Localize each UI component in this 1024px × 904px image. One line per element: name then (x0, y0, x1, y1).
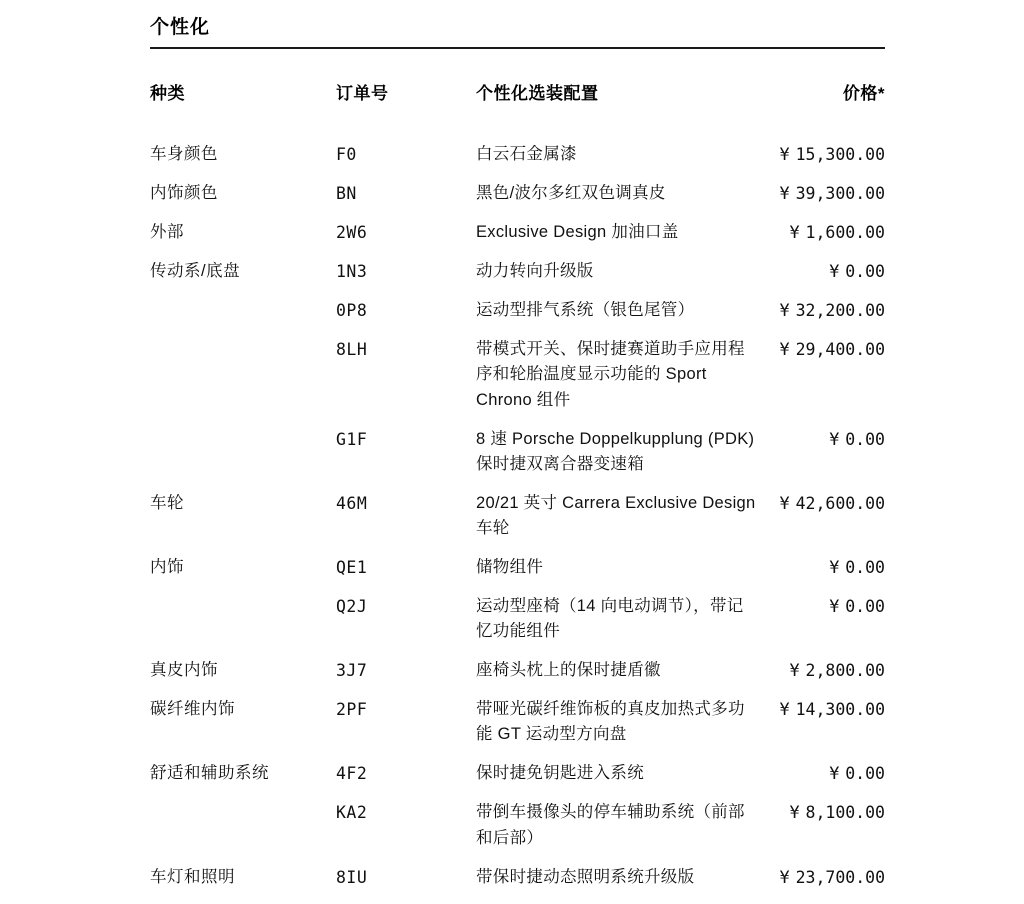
price-value: 39,300.00 (795, 184, 885, 204)
column-header-price: 价格* (842, 84, 885, 103)
cell-price (758, 220, 885, 259)
currency-symbol: ¥ (829, 557, 840, 577)
cell-order-code: 3J7 (336, 661, 368, 681)
currency-symbol: ¥ (829, 262, 840, 282)
cell-description: 白云石金属漆 (476, 145, 577, 163)
cell-order-code: Q2J (336, 597, 368, 617)
cell-description: 带模式开关、保时捷赛道助手应用程序和轮胎温度显示功能的 Sport Chrono 组件 (476, 340, 745, 409)
cell-category: 车身颜色 (150, 145, 218, 163)
cell-description: 带保时捷动态照明系统升级版 (476, 867, 695, 886)
cell-category (150, 298, 336, 337)
cell-order-code: 2W6 (336, 223, 368, 243)
table-row (150, 220, 885, 259)
cell-category: 碳纤维内饰 (150, 700, 235, 719)
table-row (150, 181, 885, 220)
currency-symbol: ¥ (779, 700, 790, 720)
currency-symbol: ¥ (789, 661, 800, 681)
column-header-category: 种类 (150, 84, 185, 103)
title-divider (150, 47, 885, 49)
cell-description: 运动型排气系统（银色尾管） (476, 301, 695, 320)
table-row (150, 259, 885, 298)
cell-description: Exclusive Design 加油口盖 (476, 223, 679, 242)
table-row (150, 555, 885, 594)
cell-price (758, 142, 885, 181)
cell-order-code: 0P8 (336, 301, 368, 321)
currency-symbol: ¥ (789, 223, 800, 243)
cell-order-code: 8LH (336, 340, 368, 360)
table-row (150, 761, 885, 800)
currency-symbol: ¥ (779, 184, 790, 204)
cell-price (758, 298, 885, 337)
cell-order-code: 46M (336, 493, 368, 513)
table-row (150, 594, 885, 658)
price-value: 0.00 (845, 597, 885, 617)
cell-description: 座椅头枕上的保时捷盾徽 (476, 661, 661, 680)
cell-order-code: F0 (336, 145, 357, 164)
price-value: 8,100.00 (805, 803, 885, 823)
table-row (150, 800, 885, 864)
cell-order-code: KA2 (336, 803, 368, 823)
cell-order-code: BN (336, 184, 357, 204)
cell-price (758, 491, 885, 555)
table-row (150, 427, 885, 491)
currency-symbol: ¥ (779, 145, 790, 164)
price-value: 2,800.00 (805, 661, 885, 681)
cell-category (150, 427, 336, 491)
price-value: 14,300.00 (795, 700, 885, 720)
currency-symbol: ¥ (829, 764, 840, 784)
cell-price (758, 761, 885, 800)
cell-category (150, 800, 336, 864)
price-value: 32,200.00 (795, 301, 885, 321)
page-title: 个性化 (150, 17, 211, 38)
cell-price (758, 800, 885, 864)
cell-order-code: 4F2 (336, 764, 368, 784)
currency-symbol: ¥ (779, 867, 790, 887)
currency-symbol: ¥ (789, 803, 800, 823)
table-row (150, 142, 885, 181)
table-row (150, 865, 885, 904)
table-row (150, 298, 885, 337)
table-row (150, 658, 885, 697)
cell-order-code: 2PF (336, 700, 368, 720)
cell-price (758, 181, 885, 220)
cell-order-code: QE1 (336, 557, 368, 577)
cell-order-code: 8IU (336, 867, 368, 887)
price-value: 0.00 (845, 764, 885, 784)
cell-category: 内饰 (150, 557, 184, 576)
price-value: 15,300.00 (795, 145, 885, 164)
cell-price (758, 697, 885, 761)
price-value: 23,700.00 (795, 867, 885, 887)
table-header (150, 79, 885, 142)
cell-description: 保时捷免钥匙进入系统 (476, 764, 644, 783)
price-value: 0.00 (845, 557, 885, 577)
currency-symbol: ¥ (779, 340, 790, 360)
cell-description: 20/21 英寸 Carrera Exclusive Design 车轮 (476, 493, 756, 537)
cell-category: 车轮 (150, 493, 184, 512)
cell-category (150, 594, 336, 658)
cell-category: 舒适和辅助系统 (150, 764, 269, 783)
cell-price (758, 658, 885, 697)
price-value: 42,600.00 (795, 493, 885, 513)
price-value: 1,600.00 (805, 223, 885, 243)
price-value: 0.00 (845, 262, 885, 282)
price-value: 0.00 (845, 429, 885, 449)
cell-price (758, 427, 885, 491)
column-header-code: 订单号 (336, 84, 389, 103)
cell-category: 传动系/底盘 (150, 262, 241, 281)
options-table (150, 79, 885, 904)
currency-symbol: ¥ (829, 597, 840, 617)
currency-symbol: ¥ (829, 429, 840, 449)
currency-symbol: ¥ (779, 493, 790, 513)
cell-price (758, 555, 885, 594)
cell-description: 黑色/波尔多红双色调真皮 (476, 184, 666, 203)
cell-category: 车灯和照明 (150, 867, 235, 886)
cell-category: 外部 (150, 223, 184, 242)
cell-price (758, 259, 885, 298)
price-value: 29,400.00 (795, 340, 885, 360)
table-body (150, 142, 885, 904)
table-row (150, 697, 885, 761)
cell-description: 储物组件 (476, 557, 544, 576)
table-row (150, 337, 885, 426)
cell-category: 内饰颜色 (150, 184, 218, 203)
cell-description: 8 速 Porsche Doppelkupplung (PDK) 保时捷双离合器变速箱 (476, 429, 755, 473)
cell-order-code: 1N3 (336, 262, 368, 282)
cell-price (758, 594, 885, 658)
currency-symbol: ¥ (779, 301, 790, 321)
cell-category (150, 337, 336, 426)
cell-order-code: G1F (336, 429, 368, 449)
cell-category: 真皮内饰 (150, 661, 218, 680)
cell-description: 带倒车摄像头的停车辅助系统（前部和后部） (476, 803, 745, 847)
cell-description: 动力转向升级版 (476, 262, 594, 281)
table-header-row (150, 79, 885, 142)
cell-description: 带哑光碳纤维饰板的真皮加热式多功能 GT 运动型方向盘 (476, 700, 745, 744)
cell-description: 运动型座椅（14 向电动调节），带记忆功能组件 (476, 597, 744, 641)
cell-price (758, 865, 885, 904)
column-header-description: 个性化选装配置 (476, 84, 599, 103)
cell-price (758, 337, 885, 426)
table-row (150, 491, 885, 555)
